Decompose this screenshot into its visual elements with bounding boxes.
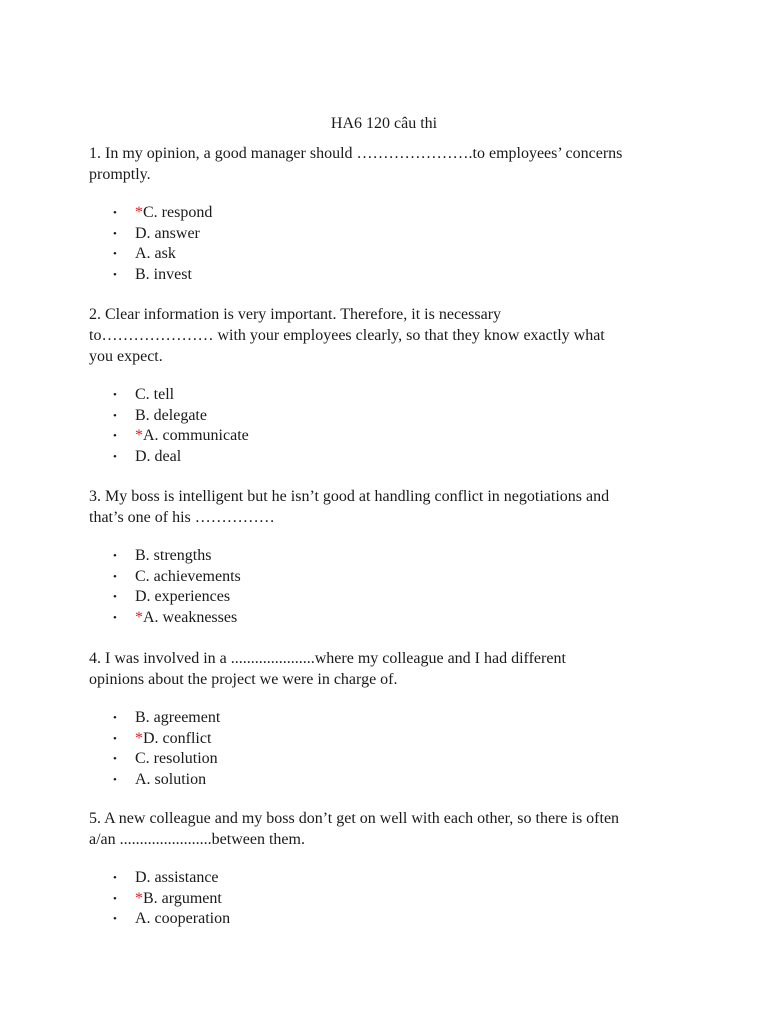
answer-option-label: B. invest [135,266,192,284]
question-4 [89,648,689,791]
answer-option-label: C. respond [143,204,213,221]
answer-option [89,546,689,567]
bullet-icon: • [113,227,117,240]
answer-option [89,567,689,588]
correct-answer-marker: * [135,609,143,627]
answer-option [89,203,689,224]
bullet-icon: • [113,913,117,926]
options-list [89,546,689,629]
bullet-icon: • [113,389,117,401]
bullet-icon: • [113,732,117,745]
bullet-icon: • [113,430,117,443]
answer-option [89,749,689,770]
answer-option [89,889,689,910]
answer-option [89,909,689,930]
bullet-icon: • [113,248,117,261]
bullet-icon: • [113,774,117,787]
answer-option-label: A. weaknesses [143,609,238,627]
bullet-icon: • [113,409,117,422]
answer-option-label: C. achievements [135,567,241,585]
question-text: 3. My boss is intelligent but he isn’t good at handling conflict in negotiations and that’s one of his …………… [89,488,610,526]
answer-option [89,608,689,629]
answer-option-label: A. ask [135,245,176,263]
answer-option [89,426,689,447]
answer-option [89,265,689,286]
correct-answer-marker: * [135,427,143,445]
answer-option-label: C. resolution [135,750,218,768]
bullet-icon: • [113,269,117,282]
question-text: 5. A new colleague and my boss don’t get on well with each other, so there is often a/an .......................between them. [89,810,620,848]
answer-option [89,224,689,245]
answer-option-label: B. delegate [135,406,207,424]
answer-option [89,447,689,468]
answer-option [89,406,689,427]
answer-option [89,244,689,265]
answer-option-label: A. solution [135,771,207,789]
answer-option-label: A. cooperation [135,910,231,928]
question-text: 1. In my opinion, a good manager should ………………….to employees’ concerns promptly. [89,145,623,183]
answer-option-label: B. agreement [135,709,221,726]
answer-option [89,385,689,406]
answer-option [89,587,689,608]
bullet-icon: • [113,612,117,625]
correct-answer-marker: * [135,729,143,747]
bullet-icon: • [113,872,117,884]
bullet-icon: • [113,550,117,562]
question-text: 4. I was involved in a .....................where my colleague and I had different opinions about the project we were in charge of. [89,650,566,688]
question-1 [89,143,689,286]
bullet-icon: • [113,712,117,724]
options-list [89,708,689,791]
answer-option-label: C. tell [135,386,175,403]
correct-answer-marker: * [135,204,143,221]
answer-option-label: A. communicate [143,427,249,445]
answer-option [89,770,689,791]
answer-option-label: D. experiences [135,588,231,606]
answer-option-label: B. argument [143,889,222,907]
answer-option [89,868,689,889]
document-title: HA6 120 câu thi [330,115,438,132]
answer-option-label: D. answer [135,224,200,242]
answer-option-label: D. deal [135,448,182,466]
question-text: 2. Clear information is very important. Therefore, it is necessary to………………… with your employees clearly, so that they know exactly what you expect. [89,306,605,365]
answer-option [89,729,689,750]
question-3 [89,486,689,629]
answer-option [89,708,689,729]
question-5 [89,808,689,930]
bullet-icon: • [113,207,117,219]
options-list [89,385,689,468]
answer-option-label: D. conflict [143,729,212,747]
bullet-icon: • [113,591,117,604]
correct-answer-marker: * [135,889,143,907]
bullet-icon: • [113,570,117,583]
bullet-icon: • [113,892,117,905]
answer-option-label: B. strengths [135,547,212,564]
answer-option-label: D. assistance [135,869,219,886]
bullet-icon: • [113,451,117,464]
options-list [89,203,689,286]
question-2 [89,304,689,468]
bullet-icon: • [113,753,117,766]
options-list [89,868,689,930]
